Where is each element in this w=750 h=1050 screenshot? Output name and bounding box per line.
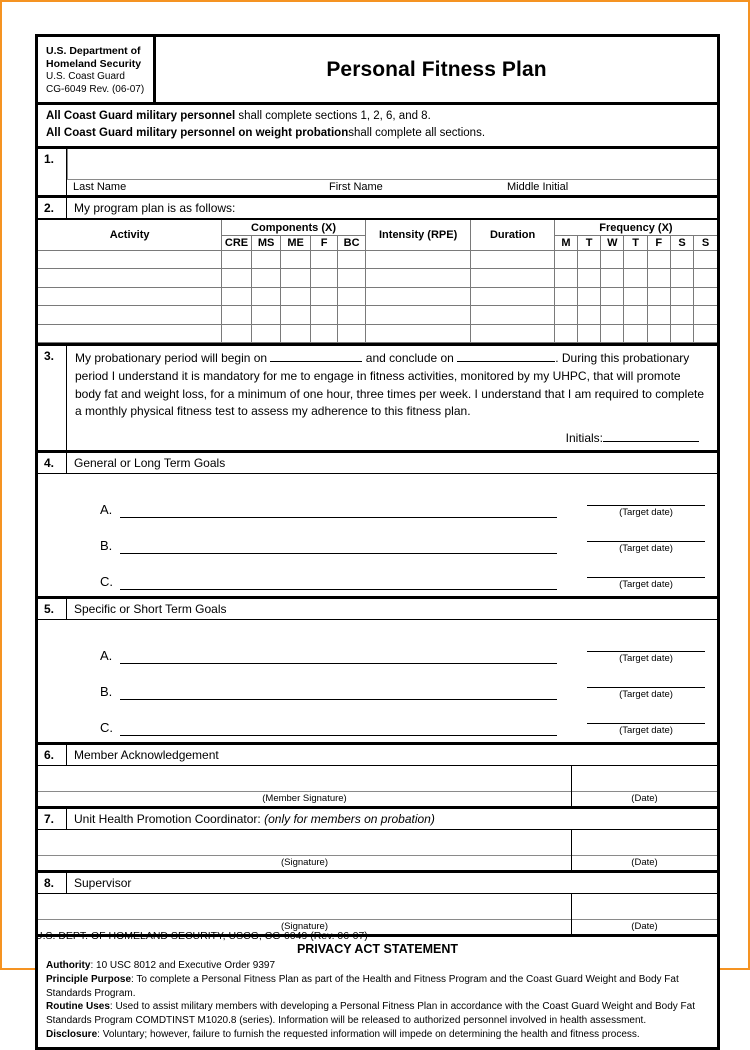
supervisor-date-column	[572, 894, 717, 934]
section-1-name	[38, 149, 717, 198]
goal-row	[38, 518, 717, 554]
privacy-authority-text: : 10 USC 8012 and Executive Order 9397	[90, 960, 276, 972]
table-cell[interactable]	[222, 287, 252, 306]
uhpc-date-input[interactable]	[572, 830, 717, 856]
form-footer: U.S. DEPT. OF HOMELAND SECURITY, USCG, CG-6049 (Rev. 06-07)	[35, 930, 368, 942]
table-cell[interactable]	[310, 269, 337, 288]
section-1-number: 1.	[38, 149, 67, 195]
instruction-1-bold: All Coast Guard military personnel	[46, 110, 236, 123]
table-cell[interactable]	[624, 287, 647, 306]
table-cell[interactable]	[670, 306, 693, 325]
section-2-title: My program plan is as follows:	[74, 200, 236, 215]
section-4-title: General or Long Term Goals	[74, 456, 226, 471]
table-cell[interactable]	[647, 269, 670, 288]
table-cell[interactable]	[554, 287, 577, 306]
initials-label: Initials:	[565, 431, 603, 446]
table-cell[interactable]	[38, 269, 222, 288]
form-sheet	[35, 34, 720, 1050]
table-cell[interactable]	[338, 324, 365, 343]
page-title: Personal Fitness Plan	[326, 57, 547, 81]
probation-paragraph	[67, 346, 717, 423]
goal-row	[38, 482, 717, 518]
goal-date-input-a[interactable]	[587, 488, 705, 506]
table-cell[interactable]	[647, 324, 670, 343]
col-header-day-mon: M	[554, 235, 577, 250]
supervisor-signature-caption: (Signature)	[281, 921, 328, 933]
section-8-title: Supervisor	[74, 876, 132, 891]
table-cell[interactable]	[471, 287, 554, 306]
table-cell[interactable]	[670, 250, 693, 269]
col-header-f: F	[310, 235, 337, 250]
short-goal-input-c[interactable]	[120, 718, 557, 736]
table-cell[interactable]	[670, 287, 693, 306]
table-cell[interactable]	[365, 306, 471, 325]
table-cell[interactable]	[310, 250, 337, 269]
instruction-2-bold: All Coast Guard military personnel on weight probation	[46, 126, 349, 139]
short-goal-date-caption-a: (Target date)	[619, 653, 673, 665]
section-3-number: 3.	[38, 346, 67, 450]
instruction-2-rest: shall complete all sections.	[348, 126, 486, 139]
section-8-number: 8.	[38, 873, 67, 893]
goal-date-a	[587, 488, 705, 518]
table-cell[interactable]	[647, 306, 670, 325]
title-block	[156, 37, 717, 102]
section-7-uhpc	[38, 809, 717, 873]
table-cell[interactable]	[554, 269, 577, 288]
goal-date-caption-c: (Target date)	[619, 579, 673, 591]
goal-date-caption-b: (Target date)	[619, 543, 673, 555]
supervisor-signature-column	[38, 894, 572, 934]
table-header-group-row	[38, 219, 717, 236]
privacy-authority-label: Authority	[46, 960, 91, 972]
table-cell[interactable]	[38, 324, 222, 343]
section-8-supervisor	[38, 873, 717, 937]
table-cell[interactable]	[578, 306, 601, 325]
section-3-probation	[38, 346, 717, 453]
table-cell[interactable]	[554, 306, 577, 325]
member-signature-column	[38, 766, 572, 806]
member-date-input[interactable]	[572, 766, 717, 792]
label-last-name: Last Name	[73, 180, 127, 193]
privacy-purpose-text: : To complete a Personal Fitness Plan as part of the Health and Fitness Program and the Coast Guard Weight and Body Fat Standards Program.	[46, 973, 679, 999]
privacy-purpose	[46, 973, 709, 1001]
short-goal-date-b	[587, 670, 705, 700]
instruction-line-2	[46, 125, 717, 142]
table-cell[interactable]	[624, 306, 647, 325]
goal-input-a[interactable]	[120, 500, 557, 518]
short-goal-date-input-b[interactable]	[587, 670, 705, 688]
col-header-day-sun: S	[694, 235, 717, 250]
uhpc-date-column	[572, 830, 717, 870]
uhpc-signature-caption: (Signature)	[281, 857, 328, 869]
probation-begin-date-blank[interactable]	[270, 361, 362, 362]
section-5-number: 5.	[38, 599, 67, 619]
section-5-title: Specific or Short Term Goals	[74, 602, 227, 617]
instruction-line-1	[46, 108, 717, 125]
instructions-block	[38, 105, 717, 148]
table-cell[interactable]	[222, 306, 252, 325]
short-goal-letter-c: C.	[100, 720, 113, 736]
table-cell[interactable]	[222, 324, 252, 343]
form-header	[38, 37, 717, 105]
table-cell[interactable]	[365, 324, 471, 343]
table-cell[interactable]	[554, 324, 577, 343]
short-goal-letter-b: B.	[100, 684, 113, 700]
section-6-number: 6.	[38, 745, 67, 765]
goal-date-c	[587, 560, 705, 590]
table-cell[interactable]	[578, 250, 601, 269]
name-input-field[interactable]	[67, 149, 717, 180]
section-2-number: 2.	[38, 198, 67, 218]
table-cell[interactable]	[554, 250, 577, 269]
table-cell[interactable]	[601, 306, 624, 325]
section-6-member-acknowledgement	[38, 745, 717, 809]
table-cell[interactable]	[471, 269, 554, 288]
goal-input-b[interactable]	[120, 536, 557, 554]
probation-text-part1: My probationary period will begin on	[75, 351, 271, 366]
table-cell[interactable]	[251, 269, 281, 288]
table-cell[interactable]	[222, 250, 252, 269]
privacy-act-title: PRIVACY ACT STATEMENT	[296, 942, 459, 957]
goal-row	[38, 664, 717, 700]
section-5-short-term-goals	[38, 599, 717, 745]
short-goal-date-a	[587, 634, 705, 664]
supervisor-date-caption: (Date)	[631, 921, 658, 933]
member-signature-input[interactable]	[38, 766, 571, 792]
uhpc-signature-input[interactable]	[38, 830, 571, 856]
goal-letter-c: C.	[100, 574, 113, 590]
table-row	[38, 287, 717, 306]
probation-text-part2: and conclude on	[362, 351, 458, 366]
table-cell[interactable]	[647, 250, 670, 269]
table-row	[38, 269, 717, 288]
initials-blank[interactable]	[603, 441, 699, 442]
section-7-title	[67, 809, 717, 829]
table-cell[interactable]	[624, 269, 647, 288]
label-first-name: First Name	[329, 180, 383, 193]
table-row	[38, 250, 717, 269]
col-header-day-thu: T	[624, 235, 647, 250]
member-date-column	[572, 766, 717, 806]
short-goal-input-b[interactable]	[120, 682, 557, 700]
table-cell[interactable]	[338, 287, 365, 306]
short-goal-date-c	[587, 706, 705, 736]
table-cell[interactable]	[670, 269, 693, 288]
col-header-me: ME	[281, 235, 311, 250]
section-4-long-term-goals	[38, 453, 717, 599]
table-cell[interactable]	[694, 324, 717, 343]
short-goal-date-caption-c: (Target date)	[619, 725, 673, 737]
privacy-routine-uses	[46, 1000, 709, 1028]
table-cell[interactable]	[365, 269, 471, 288]
form-number-revision: CG-6049 Rev. (06-07)	[46, 83, 145, 95]
table-cell[interactable]	[310, 287, 337, 306]
uhpc-signature-column	[38, 830, 572, 870]
table-cell[interactable]	[281, 269, 311, 288]
initials-row	[67, 423, 717, 450]
col-header-bc: BC	[338, 235, 365, 250]
agency-department-line1: U.S. Department of	[46, 45, 141, 57]
table-cell[interactable]	[281, 324, 311, 343]
table-cell[interactable]	[694, 287, 717, 306]
agency-block	[38, 37, 156, 102]
goal-input-c[interactable]	[120, 572, 557, 590]
goal-date-input-b[interactable]	[587, 524, 705, 542]
table-cell[interactable]	[694, 250, 717, 269]
section-7-number: 7.	[38, 809, 67, 829]
probation-text-part3: . During this probationary period I understand it is mandatory for me to engage in fitness activities, monitored by my UHPC, that will promote body fat and weight loss, for a minimum of one hour, three times per week. I understand that I am required to complete a monthly physical fitness test to assess my adherence to this fitness plan.	[75, 351, 704, 419]
table-cell[interactable]	[38, 306, 222, 325]
section-2-program-plan	[38, 198, 717, 347]
table-cell[interactable]	[471, 306, 554, 325]
short-goal-date-caption-b: (Target date)	[619, 689, 673, 701]
short-goal-letter-a: A.	[100, 648, 113, 664]
privacy-purpose-label: Principle Purpose	[46, 973, 132, 985]
goal-letter-a: A.	[100, 502, 113, 518]
privacy-routine-label: Routine Uses	[46, 1001, 110, 1013]
table-cell[interactable]	[251, 287, 281, 306]
col-header-activity: Activity	[38, 219, 222, 251]
table-cell[interactable]	[578, 287, 601, 306]
goal-row	[38, 700, 717, 736]
goal-row	[38, 628, 717, 664]
member-signature-caption: (Member Signature)	[262, 793, 347, 805]
table-cell[interactable]	[365, 250, 471, 269]
table-cell[interactable]	[694, 269, 717, 288]
table-cell[interactable]	[578, 324, 601, 343]
table-cell[interactable]	[222, 269, 252, 288]
section-7-title-plain: Unit Health Promotion Coordinator:	[74, 812, 265, 827]
table-cell[interactable]	[310, 324, 337, 343]
col-header-day-wed: W	[601, 235, 624, 250]
col-header-day-fri: F	[647, 235, 670, 250]
col-header-intensity: Intensity (RPE)	[365, 219, 471, 251]
instruction-1-rest: shall complete sections 1, 2, 6, and 8.	[235, 110, 431, 123]
col-header-cre: CRE	[222, 235, 252, 250]
label-middle-initial: Middle Initial	[507, 180, 569, 193]
table-cell[interactable]	[471, 324, 554, 343]
privacy-disclosure	[46, 1028, 709, 1042]
section-4-number: 4.	[38, 453, 67, 473]
table-cell[interactable]	[338, 306, 365, 325]
table-cell[interactable]	[251, 250, 281, 269]
col-header-day-sat: S	[670, 235, 693, 250]
goal-date-b	[587, 524, 705, 554]
table-cell[interactable]	[38, 250, 222, 269]
member-date-caption: (Date)	[631, 793, 658, 805]
program-plan-rows	[38, 250, 717, 343]
table-row	[38, 324, 717, 343]
privacy-disclosure-label: Disclosure	[46, 1029, 98, 1041]
table-cell[interactable]	[601, 324, 624, 343]
table-cell[interactable]	[647, 287, 670, 306]
table-cell[interactable]	[281, 306, 311, 325]
table-cell[interactable]	[251, 306, 281, 325]
section-7-title-italic: (only for members on probation)	[264, 812, 435, 827]
table-cell[interactable]	[694, 306, 717, 325]
goal-date-input-c[interactable]	[587, 560, 705, 578]
table-cell[interactable]	[251, 324, 281, 343]
col-header-frequency-group: Frequency (X)	[554, 219, 717, 236]
supervisor-date-input[interactable]	[572, 894, 717, 920]
privacy-act-statement	[38, 937, 717, 1047]
table-cell[interactable]	[601, 250, 624, 269]
privacy-routine-text: : Used to assist military members with developing a Personal Fitness Plan in accordance with the Coast Guard Weight and Body Fat Standards Program COMDTINST M1020.8 (series). Information will be released to authorized personnel involved in health assessment.	[46, 1001, 695, 1027]
table-cell[interactable]	[471, 250, 554, 269]
short-goal-date-input-a[interactable]	[587, 634, 705, 652]
privacy-authority	[46, 959, 709, 973]
col-header-components-group: Components (X)	[222, 219, 366, 236]
col-header-duration: Duration	[471, 219, 554, 251]
table-cell[interactable]	[38, 287, 222, 306]
privacy-disclosure-text: : Voluntary; however, failure to furnish the requested information will impede on determining the health and fitness process.	[97, 1029, 640, 1041]
table-cell[interactable]	[281, 287, 311, 306]
agency-department-line2: Homeland Security	[46, 58, 142, 71]
probation-end-date-blank[interactable]	[457, 361, 555, 362]
table-cell[interactable]	[670, 324, 693, 343]
table-cell[interactable]	[601, 269, 624, 288]
table-cell[interactable]	[338, 250, 365, 269]
agency-branch: U.S. Coast Guard	[46, 71, 125, 83]
table-cell[interactable]	[578, 269, 601, 288]
table-cell[interactable]	[310, 306, 337, 325]
col-header-day-tue: T	[578, 235, 601, 250]
short-goal-date-input-c[interactable]	[587, 706, 705, 724]
table-cell[interactable]	[624, 324, 647, 343]
goal-date-caption-a: (Target date)	[619, 507, 673, 519]
section-6-title: Member Acknowledgement	[74, 748, 219, 763]
program-plan-table	[38, 218, 717, 344]
short-goal-input-a[interactable]	[120, 646, 557, 664]
table-cell[interactable]	[365, 287, 471, 306]
goal-row	[38, 554, 717, 590]
table-cell[interactable]	[624, 250, 647, 269]
uhpc-date-caption: (Date)	[631, 857, 658, 869]
col-header-ms: MS	[251, 235, 281, 250]
table-cell[interactable]	[338, 269, 365, 288]
table-row	[38, 306, 717, 325]
table-cell[interactable]	[281, 250, 311, 269]
goal-letter-b: B.	[100, 538, 113, 554]
supervisor-signature-input[interactable]	[38, 894, 571, 920]
table-cell[interactable]	[601, 287, 624, 306]
